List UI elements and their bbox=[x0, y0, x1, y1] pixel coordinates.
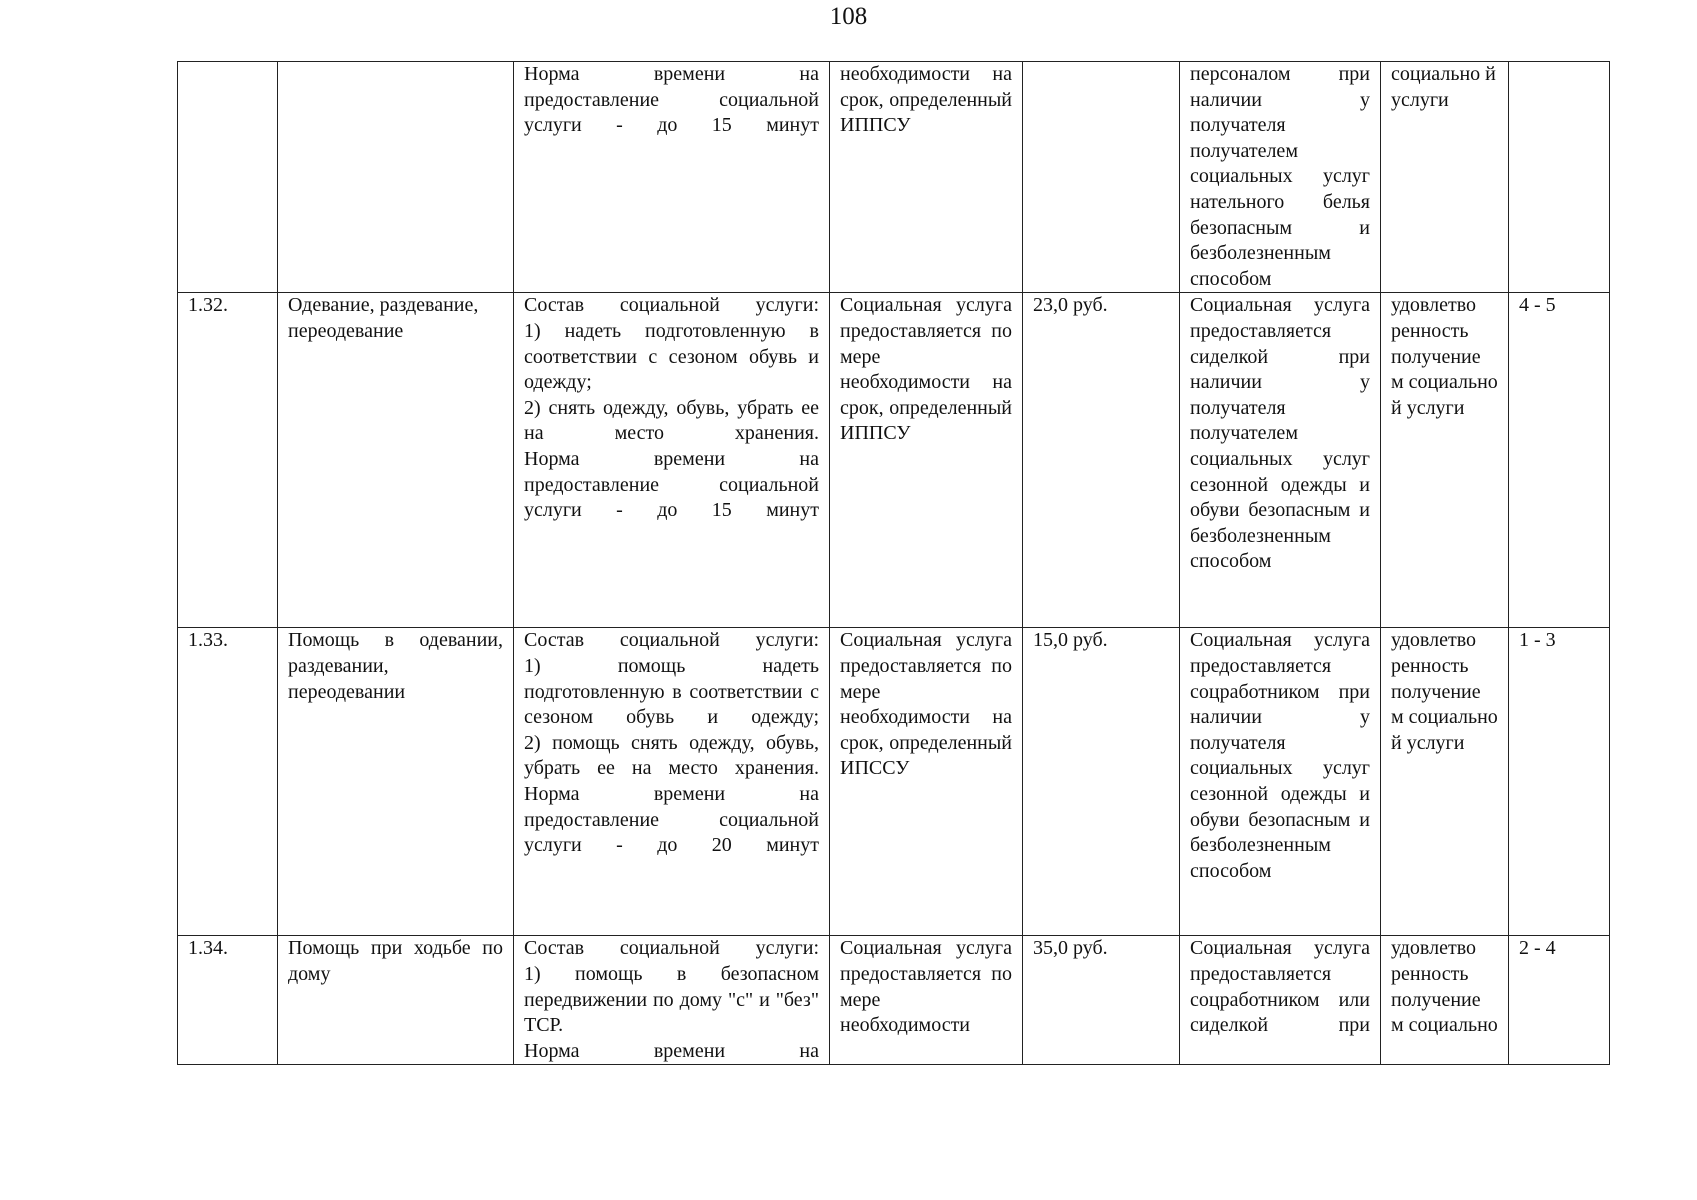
service-number-cell bbox=[178, 62, 278, 293]
table-row bbox=[178, 293, 1610, 628]
service-evaluation-cell: удовлетво ренность получение м социально й услуги bbox=[1381, 293, 1509, 628]
cell-paragraph: Норма времени на предоставление социальной услуги - до 15 минут bbox=[524, 447, 819, 522]
service-provider-cell: Социальная услуга предоставляется соцработником при наличии у получателя социальных услуг сезонной одежды и обуви безопасным и безболезненным способом bbox=[1180, 628, 1381, 936]
service-composition-cell: Норма времени на предоставление социальной услуги - до 15 минут bbox=[514, 62, 830, 293]
service-conditions-cell: Социальная услуга предоставляется по мере необходимости на срок, определенный ИПССУ bbox=[830, 628, 1023, 936]
service-number-cell: 1.32. bbox=[178, 293, 278, 628]
service-tariff-cell: 23,0 руб. bbox=[1023, 293, 1180, 628]
service-composition-cell bbox=[514, 293, 830, 628]
table-row bbox=[178, 628, 1610, 936]
cell-paragraph: Норма времени на bbox=[524, 1039, 819, 1062]
service-volume-cell: 1 - 3 bbox=[1509, 628, 1610, 936]
cell-paragraph: 1) надеть подготовленную в соответствии с сезоном обувь и одежду; bbox=[524, 319, 819, 394]
service-volume-cell: 4 - 5 bbox=[1509, 293, 1610, 628]
table-row bbox=[178, 936, 1610, 1065]
service-provider-cell: Социальная услуга предоставляется соцработником или сиделкой при bbox=[1180, 936, 1381, 1065]
services-table bbox=[177, 61, 1610, 1065]
cell-paragraph: 2) снять одежду, обувь, убрать ее на место хранения. bbox=[524, 396, 819, 445]
service-conditions-cell: Социальная услуга предоставляется по мере необходимости на срок, определенный ИППСУ bbox=[830, 293, 1023, 628]
table-row bbox=[178, 62, 1610, 293]
service-name-cell: Помощь в одевании, раздевании, переодевании bbox=[278, 628, 514, 936]
cell-paragraph: Норма времени на предоставление социальной услуги - до 20 минут bbox=[524, 782, 819, 857]
service-evaluation-cell: удовлетво ренность получение м социально й услуги bbox=[1381, 628, 1509, 936]
service-provider-cell: персоналом при наличии у получателя получателем социальных услуг нательного белья безопасным и безболезненным способом bbox=[1180, 62, 1381, 293]
cell-paragraph: Состав социальной услуги: bbox=[524, 294, 819, 317]
service-number-cell: 1.33. bbox=[178, 628, 278, 936]
service-conditions-cell: необходимости на срок, определенный ИППСУ bbox=[830, 62, 1023, 293]
service-evaluation-cell: удовлетво ренность получение м социально bbox=[1381, 936, 1509, 1065]
service-tariff-cell bbox=[1023, 62, 1180, 293]
service-provider-cell: Социальная услуга предоставляется сиделкой при наличии у получателя получателем социальных услуг сезонной одежды и обуви безопасным и безболезненным способом bbox=[1180, 293, 1381, 628]
cell-paragraph: Состав социальной услуги: bbox=[524, 937, 819, 960]
cell-paragraph: 1) помощь в безопасном передвижении по дому "с" и "без" ТСР. bbox=[524, 962, 819, 1037]
cell-paragraph: Состав социальной услуги: bbox=[524, 629, 819, 652]
service-tariff-cell: 15,0 руб. bbox=[1023, 628, 1180, 936]
service-name-cell: Помощь при ходьбе по дому bbox=[278, 936, 514, 1065]
service-tariff-cell: 35,0 руб. bbox=[1023, 936, 1180, 1065]
service-volume-cell: 2 - 4 bbox=[1509, 936, 1610, 1065]
service-composition-cell bbox=[514, 936, 830, 1065]
page-number: 108 bbox=[829, 3, 868, 30]
service-name-cell bbox=[278, 62, 514, 293]
service-volume-cell bbox=[1509, 62, 1610, 293]
cell-paragraph: 2) помощь снять одежду, обувь, убрать ее на место хранения. bbox=[524, 731, 819, 780]
service-evaluation-cell: социально й услуги bbox=[1381, 62, 1509, 293]
service-name-cell: Одевание, раздевание, переодевание bbox=[278, 293, 514, 628]
service-number-cell: 1.34. bbox=[178, 936, 278, 1065]
cell-paragraph: 1) помощь надеть подготовленную в соответствии с сезоном обувь и одежду; bbox=[524, 654, 819, 729]
service-composition-cell bbox=[514, 628, 830, 936]
service-conditions-cell: Социальная услуга предоставляется по мере необходимости bbox=[830, 936, 1023, 1065]
